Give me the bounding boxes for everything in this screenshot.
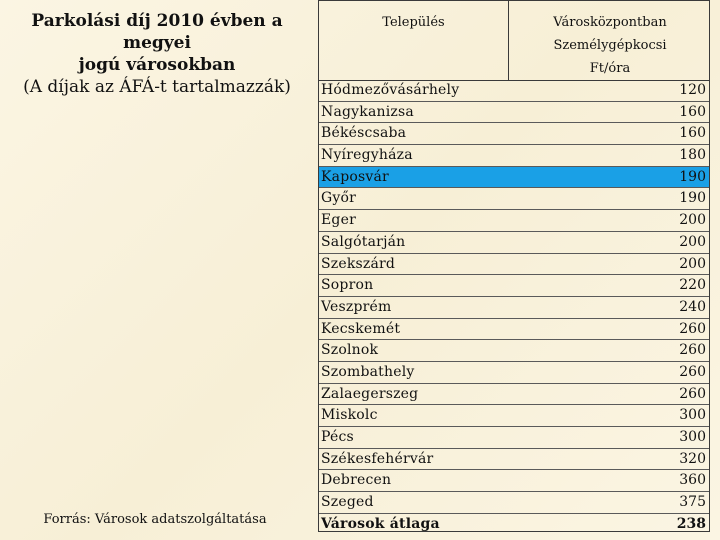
city-cell: Szeged: [321, 494, 374, 511]
fee-cell: 320: [679, 450, 706, 467]
fee-cell: 260: [679, 342, 706, 359]
city-cell: Salgótarján: [321, 233, 406, 250]
parking-fee-table: [318, 0, 710, 532]
page-title: [0, 10, 314, 98]
fee-cell: 200: [679, 233, 706, 250]
fee-cell: 120: [679, 82, 706, 98]
table-row[interactable]: [319, 427, 709, 449]
city-cell: Debrecen: [321, 472, 392, 489]
city-cell: Szekszárd: [321, 255, 396, 272]
average-value: 238: [676, 515, 706, 532]
table-row[interactable]: [319, 340, 709, 362]
average-label: Városok átlaga: [321, 515, 440, 532]
title-subtitle: (A díjak az ÁFÁ-t tartalmazzák): [23, 77, 291, 97]
table-row[interactable]: [319, 319, 709, 341]
table-row[interactable]: [319, 449, 709, 471]
header-fee-line-1: Városközpontban: [553, 15, 667, 30]
table-row[interactable]: [319, 470, 709, 492]
city-cell: Eger: [321, 212, 356, 229]
table-row[interactable]: [319, 275, 709, 297]
city-cell: Zalaegerszeg: [321, 385, 419, 402]
fee-cell: 190: [679, 168, 706, 185]
fee-cell: 300: [679, 407, 706, 424]
table-row[interactable]: [319, 405, 709, 427]
header-settlement: Település: [319, 1, 509, 80]
table-row[interactable]: [319, 254, 709, 276]
header-fee: [509, 1, 711, 80]
table-row[interactable]: [319, 102, 709, 124]
table-row[interactable]: [319, 362, 709, 384]
table-row[interactable]: [319, 188, 709, 210]
fee-cell: 375: [679, 494, 706, 511]
city-cell: Kaposvár: [321, 168, 389, 185]
fee-cell: 300: [679, 429, 706, 445]
table-row[interactable]: [319, 232, 709, 254]
table-row[interactable]: [319, 210, 709, 232]
city-cell: Pécs: [321, 429, 354, 445]
table-row-average[interactable]: [319, 514, 709, 536]
fee-cell: 240: [679, 298, 706, 315]
fee-cell: 260: [679, 363, 706, 380]
city-cell: Veszprém: [321, 298, 392, 315]
table-row[interactable]: [319, 492, 709, 514]
source-note: Forrás: Városok adatszolgáltatása: [43, 512, 267, 527]
table-row[interactable]: [319, 384, 709, 406]
table-row[interactable]: [319, 80, 709, 102]
table-row[interactable]: [319, 123, 709, 145]
table-row[interactable]: [319, 297, 709, 319]
city-cell: Székesfehérvár: [321, 450, 434, 467]
fee-cell: 180: [679, 147, 706, 164]
title-line-2: jogú városokban: [78, 55, 236, 75]
city-cell: Hódmezővásárhely: [321, 82, 460, 98]
city-cell: Miskolc: [321, 407, 378, 424]
table-body: [319, 80, 709, 535]
fee-cell: 220: [679, 277, 706, 294]
city-cell: Nyíregyháza: [321, 147, 413, 164]
city-cell: Szombathely: [321, 363, 415, 380]
city-cell: Nagykanizsa: [321, 103, 414, 120]
fee-cell: 190: [679, 190, 706, 207]
city-cell: Kecskemét: [321, 320, 401, 337]
table-row[interactable]: [319, 145, 709, 167]
fee-cell: 360: [679, 472, 706, 489]
header-fee-line-2: Személygépkocsi: [553, 38, 667, 53]
city-cell: Győr: [321, 190, 357, 207]
city-cell: Sopron: [321, 277, 374, 294]
fee-cell: 160: [679, 125, 706, 142]
title-line-1: Parkolási díj 2010 évben a megyei: [31, 11, 283, 53]
header-fee-line-3: Ft/óra: [589, 61, 631, 76]
fee-cell: 160: [679, 103, 706, 120]
fee-cell: 260: [679, 385, 706, 402]
table-header: [319, 1, 709, 81]
city-cell: Békéscsaba: [321, 125, 407, 142]
table-row-selected[interactable]: [319, 167, 709, 189]
city-cell: Szolnok: [321, 342, 379, 359]
fee-cell: 200: [679, 212, 706, 229]
fee-cell: 260: [679, 320, 706, 337]
fee-cell: 200: [679, 255, 706, 272]
